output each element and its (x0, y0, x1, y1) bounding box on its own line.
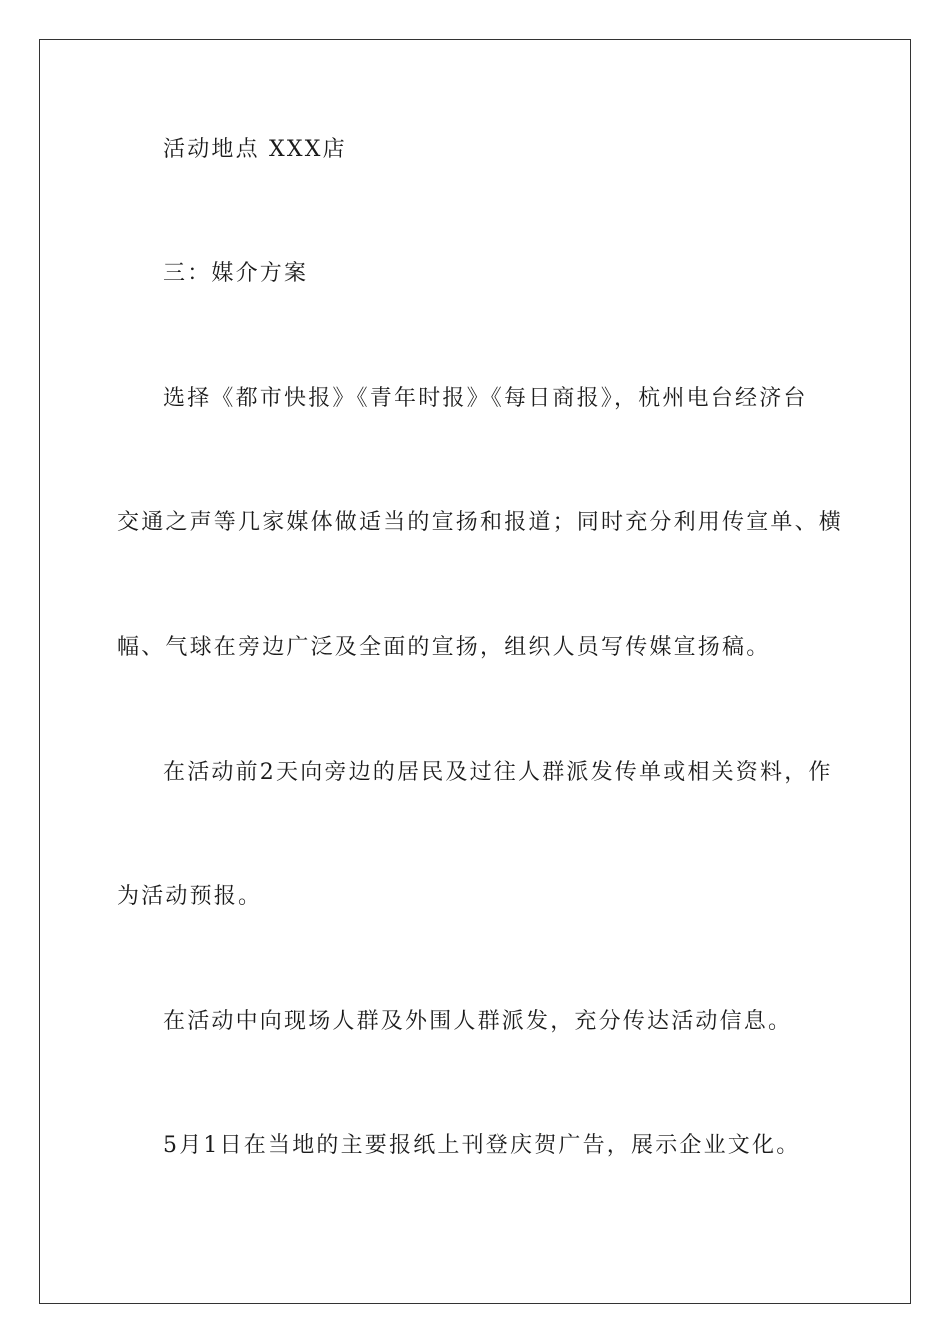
section-heading-media-plan: 三：媒介方案 (163, 261, 309, 286)
paragraph-pre-event-line-1: 在活动前2天向旁边的居民及过往人群派发传单或相关资料，作 (163, 760, 833, 785)
paragraph-media-selection-line-1: 选择《都市快报》《青年时报》《每日商报》，杭州电台经济台 (163, 386, 808, 411)
paragraph-pre-event-line-2: 为活动预报。 (117, 884, 263, 909)
paragraph-during-event: 在活动中向现场人群及外围人群派发，充分传达活动信息。 (163, 1009, 793, 1034)
page-border (39, 39, 911, 1304)
paragraph-may-first-ad: 5月1日在当地的主要报纸上刊登庆贺广告，展示企业文化。 (163, 1133, 801, 1158)
paragraph-media-selection-line-3: 幅、气球在旁边广泛及全面的宣扬，组织人员写传媒宣扬稿。 (117, 635, 771, 660)
activity-location-line: 活动地点 XXX店 (163, 137, 347, 162)
paragraph-media-selection-line-2: 交通之声等几家媒体做适当的宣扬和报道；同时充分利用传宣单、横 (117, 510, 844, 535)
